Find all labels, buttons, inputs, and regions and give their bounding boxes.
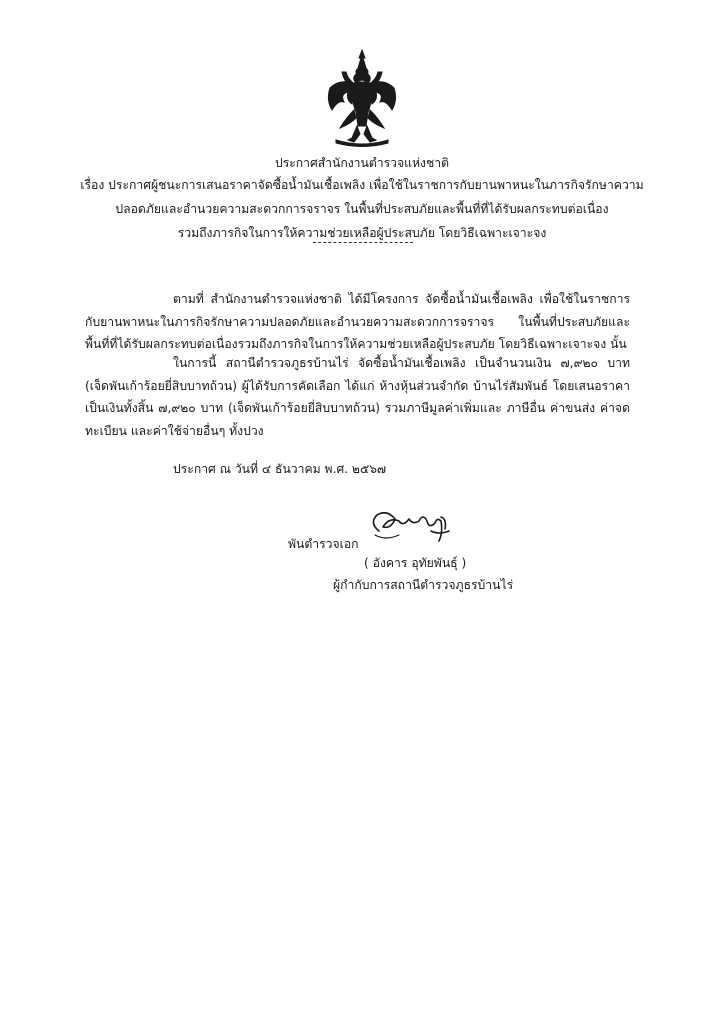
subject-line-2: ปลอดภัยและอำนวยความสะดวกการจราจร ในพื้นที่ประสบภัยและพื้นที่ที่ได้รับผลกระทบต่อเนื่อง bbox=[115, 202, 609, 216]
body-paragraph-1: ตามที่ สำนักงานตำรวจแห่งชาติ ได้มีโครงการ จัดซื้อน้ำมันเชื้อเพลิง เพื่อใช้ในราชการกับยานพาหนะในภารกิจรักษาความปลอดภัยและอำนวยความสะดวกการจราจร ในพื้นที่ประสบภัยและพื้นที่ที่ได้รับผลกระทบต่อเนื่องรวมถึงภารกิจในการให้ความช่วยเหลือผู้ประสบภัย โดยวิธีเฉพาะเจาะจง นั้น bbox=[85, 292, 630, 351]
subject-line-3: รวมถึงภารกิจในการให้ความช่วยเหลือผู้ประสบภัย โดยวิธีเฉพาะเจาะจง bbox=[177, 226, 547, 240]
header-divider bbox=[313, 242, 413, 243]
handwritten-signature bbox=[365, 505, 465, 547]
announcement-title: ประกาศสำนักงานตำรวจแห่งชาติ bbox=[274, 156, 450, 170]
signatory-position: ผู้กำกับการสถานีตำรวจภูธรบ้านไร่ bbox=[333, 578, 514, 592]
signatory-name: ( อังคาร อุทัยพันธุ์ ) bbox=[364, 556, 467, 570]
announcement-date: ประกาศ ณ วันที่ ๔ ธันวาคม พ.ศ. ๒๕๖๗ bbox=[173, 462, 387, 476]
garuda-emblem-icon bbox=[322, 48, 402, 148]
signatory-rank: พันตำรวจเอก bbox=[288, 537, 359, 551]
subject-line-1: เรื่อง ประกาศผู้ชนะการเสนอราคาจัดซื้อน้ำมันเชื้อเพลิง เพื่อใช้ในราชการกับยานพาหนะในภารกิจรักษาความ bbox=[80, 178, 644, 192]
body-paragraph-2: ในการนี้ สถานีตำรวจภูธรบ้านไร่ จัดซื้อน้ำมันเชื้อเพลิง เป็นจำนวนเงิน ๗,๙๒๐ บาท (เจ็ดพันเก้าร้อยยี่สิบบาทถ้วน) ผู้ได้รับการคัดเลือก ได้แก่ ห้างหุ้นส่วนจำกัด บ้านไร่สัมพันธ์ โดยเสนอราคา เป็นเงินทั้งสิ้น ๗,๙๒๐ บาท (เจ็ดพันเก้าร้อยยี่สิบบาทถ้วน) รวมภาษีมูลค่าเพิ่มและ ภาษีอื่น ค่าขนส่ง ค่าจดทะเบียน และค่าใช้จ่ายอื่นๆ ทั้งปวง bbox=[85, 356, 630, 438]
